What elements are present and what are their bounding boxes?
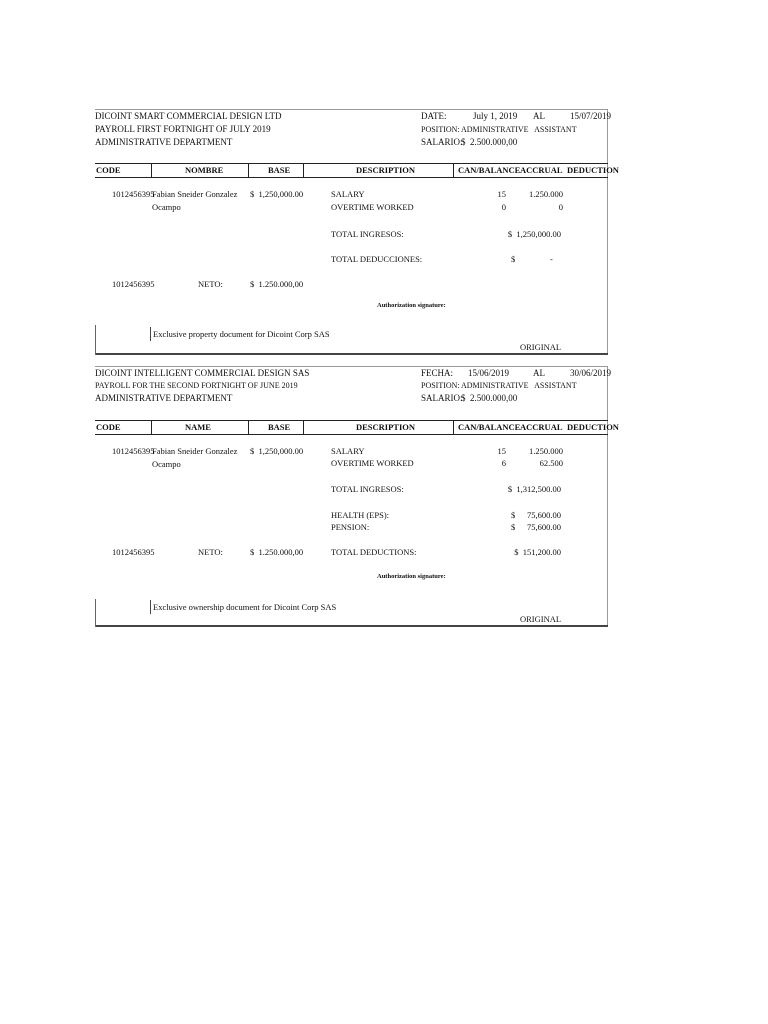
- deduction-amount: 75,600.00: [527, 522, 561, 532]
- column-separator: [453, 420, 454, 434]
- position-label: POSITION:: [421, 381, 460, 390]
- date-label: FECHA:: [421, 368, 454, 378]
- company-name: DICOINT INTELLIGENT COMMERCIAL DESIGN SAS: [95, 368, 310, 378]
- department: ADMINISTRATIVE DEPARTMENT: [95, 393, 233, 403]
- net-value: $ 1.250.000,00: [250, 547, 304, 557]
- item-amount: 62.500: [539, 458, 563, 468]
- position-label: POSITION:: [421, 125, 460, 134]
- base-salary: $ 1,250,000.00: [250, 446, 304, 456]
- total-income-value: $ 1,312,500.00: [507, 484, 561, 494]
- item-quantity: 0: [501, 202, 506, 212]
- slip-left-border: [95, 325, 96, 355]
- company-name: DICOINT SMART COMMERCIAL DESIGN LTD: [95, 111, 282, 121]
- deduction-currency: $: [511, 510, 516, 520]
- employee-code: 1012456395: [112, 446, 155, 456]
- employee-name-line2: Ocampo: [152, 202, 181, 212]
- net-value: $ 1.250.000,00: [250, 279, 304, 289]
- column-header-balance: CAN/BALANCE: [458, 422, 521, 432]
- item-description: OVERTIME WORKED: [331, 458, 414, 468]
- slip-bottom-border: [95, 625, 608, 627]
- al-label: AL: [533, 111, 545, 121]
- total-deductions-currency: $: [511, 254, 516, 264]
- column-header-balance: CAN/BALANCE: [458, 165, 521, 175]
- total-income-value: $ 1,250,000.00: [507, 229, 561, 239]
- total-income-label: TOTAL INGRESOS:: [331, 229, 404, 239]
- payroll-slip-2: [95, 366, 619, 627]
- position-value: ADMINISTRATIVE ASSISTANT: [461, 125, 577, 134]
- column-separator: [248, 420, 249, 434]
- column-header-code: CODE: [96, 422, 121, 432]
- slip-top-border: [95, 109, 608, 110]
- employee-code: 1012456395: [112, 189, 155, 199]
- employee-name-line2: Ocampo: [152, 459, 181, 469]
- salary-value: $ 2.500.000,00: [461, 393, 518, 403]
- end-date: 15/07/2019: [570, 111, 612, 121]
- item-amount: 0: [558, 202, 563, 212]
- column-header-name: NOMBRE: [185, 165, 224, 175]
- payroll-slip-1: [95, 109, 619, 355]
- item-description: SALARY: [331, 189, 365, 199]
- slip-top-border: [95, 366, 608, 367]
- authorization-signature: Authorization signature:: [377, 573, 446, 580]
- original-label: ORIGINAL: [520, 342, 562, 352]
- column-separator: [303, 163, 304, 177]
- column-header-base: BASE: [268, 165, 291, 175]
- column-separator: [303, 420, 304, 434]
- al-label: AL: [533, 368, 545, 378]
- net-code: 1012456395: [112, 547, 155, 557]
- net-label: NETO:: [198, 547, 223, 557]
- item-quantity: 15: [497, 189, 506, 199]
- slip-bottom-border: [95, 353, 608, 355]
- authorization-signature: Authorization signature:: [377, 302, 446, 309]
- total-income-label: TOTAL INGRESOS:: [331, 484, 404, 494]
- slip-right-border: [607, 366, 608, 627]
- column-header-description: DESCRIPTION: [356, 422, 416, 432]
- employee-name: Fabian Sneider Gonzalez: [152, 446, 238, 456]
- payroll-period: PAYROLL FOR THE SECOND FORTNIGHT OF JUNE 2019: [95, 381, 298, 390]
- salary-value: $ 2.500.000,00: [461, 137, 518, 147]
- salary-label: SALARIO:: [421, 137, 463, 147]
- deduction-amount: 75,600.00: [527, 510, 561, 520]
- slip-right-border: [607, 109, 608, 355]
- column-header-accrual: ACCRUAL: [520, 165, 563, 175]
- column-separator: [248, 163, 249, 177]
- end-date: 30/06/2019: [570, 368, 612, 378]
- base-salary: $ 1,250,000.00: [250, 189, 304, 199]
- deduction-description: HEALTH (EPS):: [331, 510, 390, 520]
- date-value: 15/06/2019: [468, 368, 510, 378]
- deduction-currency: $: [511, 522, 516, 532]
- deduction-description: PENSION:: [331, 522, 370, 532]
- slip-left-border: [95, 599, 96, 627]
- item-amount: 1.250.000: [529, 189, 563, 199]
- column-header-accrual: ACCRUAL: [520, 422, 563, 432]
- position-value: ADMINISTRATIVE ASSISTANT: [461, 381, 577, 390]
- item-description: SALARY: [331, 446, 365, 456]
- item-quantity: 15: [497, 446, 506, 456]
- column-header-name: NAME: [185, 422, 211, 432]
- net-label: NETO:: [198, 279, 223, 289]
- column-header-description: DESCRIPTION: [356, 165, 416, 175]
- column-separator: [151, 420, 152, 434]
- column-header-deduction: DEDUCTION: [567, 165, 619, 175]
- net-code: 1012456395: [112, 279, 155, 289]
- column-header-code: CODE: [96, 165, 121, 175]
- item-amount: 1.250.000: [529, 446, 563, 456]
- total-deductions-value: $ 151,200.00: [514, 547, 561, 557]
- date-label: DATE:: [421, 111, 447, 121]
- exclusive-notice: Exclusive ownership document for Dicoint Corp SAS: [150, 600, 336, 614]
- total-deductions-label: TOTAL DEDUCCIONES:: [331, 254, 423, 264]
- column-header-deduction: DEDUCTION: [567, 422, 619, 432]
- exclusive-notice: Exclusive property document for Dicoint Corp SAS: [150, 327, 330, 341]
- department: ADMINISTRATIVE DEPARTMENT: [95, 137, 233, 147]
- item-description: OVERTIME WORKED: [331, 202, 414, 212]
- original-label: ORIGINAL: [520, 614, 562, 624]
- item-quantity: 6: [501, 458, 506, 468]
- salary-label: SALARIO:: [421, 393, 463, 403]
- column-header-base: BASE: [268, 422, 291, 432]
- total-deductions-label: TOTAL DEDUCTIONS:: [331, 547, 417, 557]
- payroll-period: PAYROLL FIRST FORTNIGHT OF JULY 2019: [95, 124, 271, 134]
- column-separator: [151, 163, 152, 177]
- column-separator: [453, 163, 454, 177]
- employee-name: Fabian Sneider Gonzalez: [152, 189, 238, 199]
- total-deductions-value: -: [550, 254, 553, 264]
- date-value: July 1, 2019: [473, 111, 518, 121]
